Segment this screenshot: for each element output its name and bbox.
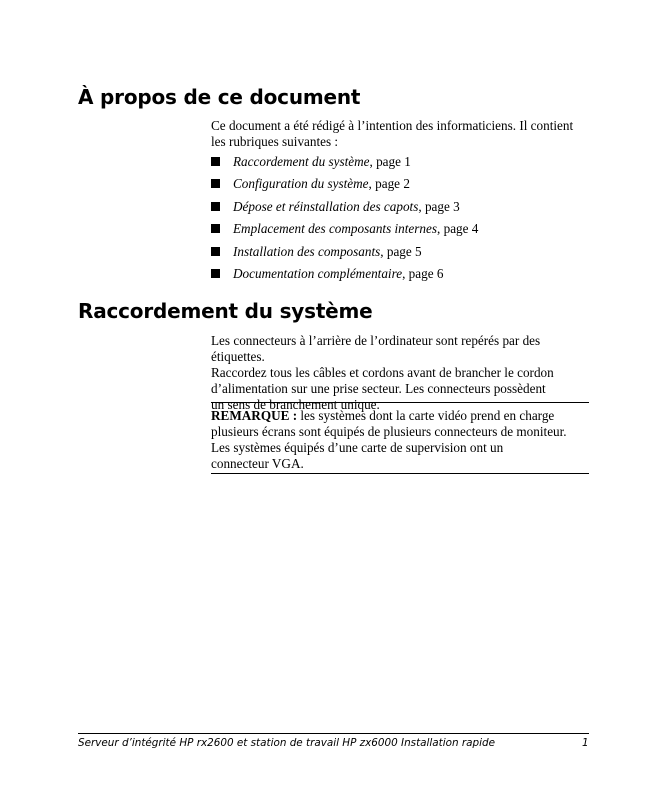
topic-page: , page 1 bbox=[369, 154, 411, 169]
topic-page: , page 6 bbox=[402, 265, 444, 281]
topic-title[interactable]: Documentation complémentaire bbox=[233, 265, 403, 281]
paragraph-line: Les connecteurs à l’arrière de l’ordinateur sont repérés par des étiquettes. bbox=[211, 333, 541, 364]
paragraph-line: d’alimentation sur une prise secteur. Les connecteurs possèdent bbox=[211, 381, 546, 396]
note-line: plusieurs écrans sont équipés de plusieurs connecteurs de moniteur. bbox=[211, 424, 567, 439]
topic-title[interactable]: Emplacement des composants internes bbox=[233, 221, 438, 237]
list-item bbox=[211, 154, 478, 176]
note-line: Les systèmes équipés d’une carte de supervision ont un bbox=[211, 440, 504, 455]
footer-title: Serveur d’intégrité HP rx2600 et station de travail HP zx6000 Installation rapide bbox=[78, 737, 495, 749]
topic-page: , page 3 bbox=[418, 198, 460, 214]
square-bullet-icon bbox=[211, 224, 220, 233]
intro-paragraph bbox=[211, 118, 593, 150]
intro-line: Ce document a été rédigé à l’intention des informaticiens. Il contient bbox=[211, 118, 574, 133]
note-bottom-rule bbox=[211, 473, 589, 474]
topic-page: , page 2 bbox=[368, 176, 410, 192]
topic-title[interactable]: Dépose et réinstallation des capots bbox=[233, 198, 419, 214]
paragraph-line: un sens de branchement unique. bbox=[211, 397, 380, 412]
topic-title[interactable]: Installation des composants bbox=[233, 243, 381, 259]
section-heading-about: À propos de ce document bbox=[78, 85, 361, 109]
footer-rule bbox=[78, 733, 589, 734]
list-item bbox=[211, 221, 478, 243]
connection-paragraph bbox=[211, 333, 593, 413]
note-line bbox=[211, 408, 593, 424]
list-item bbox=[211, 199, 478, 221]
section-heading-connection: Raccordement du système bbox=[78, 299, 373, 323]
note-top-rule bbox=[211, 402, 589, 403]
list-item bbox=[211, 244, 478, 266]
note-line: connecteur VGA. bbox=[211, 456, 304, 471]
note-box bbox=[211, 408, 593, 472]
note-text: les systèmes dont la carte vidéo prend en charge bbox=[297, 408, 555, 423]
list-item bbox=[211, 266, 478, 288]
page-number: 1 bbox=[582, 737, 589, 749]
square-bullet-icon bbox=[211, 269, 220, 278]
topic-page: , page 5 bbox=[380, 243, 422, 259]
list-item bbox=[211, 176, 478, 198]
square-bullet-icon bbox=[211, 179, 220, 188]
square-bullet-icon bbox=[211, 202, 220, 211]
paragraph-line: Raccordez tous les câbles et cordons avant de brancher le cordon bbox=[211, 365, 554, 380]
note-label: REMARQUE : bbox=[211, 408, 298, 423]
topics-list bbox=[211, 154, 478, 288]
topic-title[interactable]: Raccordement du système bbox=[233, 154, 370, 169]
topic-page: , page 4 bbox=[437, 221, 479, 237]
topic-title[interactable]: Configuration du système bbox=[233, 176, 369, 192]
intro-line: les rubriques suivantes : bbox=[211, 134, 339, 149]
square-bullet-icon bbox=[211, 247, 220, 256]
square-bullet-icon bbox=[211, 157, 220, 166]
